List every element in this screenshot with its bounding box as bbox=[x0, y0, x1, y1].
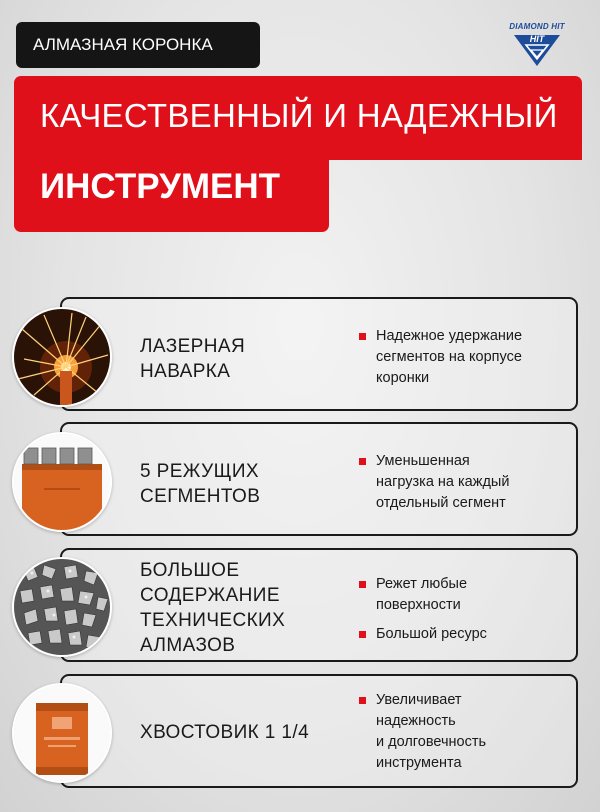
bullet-item: Увеличивает надежность и долговечность инструмента bbox=[357, 690, 557, 774]
feature-bullets bbox=[357, 574, 557, 653]
core-bit-segments-icon bbox=[12, 432, 112, 532]
bullet-item: Надежное удержание сегментов на корпусе коронки bbox=[357, 326, 557, 389]
bullet-item: Режет любые поверхности bbox=[357, 574, 557, 616]
diamond-grit-icon bbox=[12, 557, 112, 657]
feature-title: 5 РЕЖУЩИХ СЕГМЕНТОВ bbox=[140, 461, 261, 507]
brand-logo bbox=[500, 20, 574, 70]
feature-bullets bbox=[357, 690, 557, 782]
feature-title: БОЛЬШОЕ СОДЕРЖАНИЕ ТЕХНИЧЕСКИХ АЛМАЗОВ bbox=[140, 560, 286, 656]
feature-title: ХВОСТОВИК 1 1/4 bbox=[140, 722, 310, 743]
bullet-item: Большой ресурс bbox=[357, 624, 557, 645]
feature-bullets bbox=[357, 326, 557, 397]
headline-line-2: ИНСТРУМЕНТ bbox=[40, 167, 281, 206]
logo-sub-text: HIT bbox=[529, 34, 545, 44]
welding-sparks-icon bbox=[12, 307, 112, 407]
feature-title: ЛАЗЕРНАЯ НАВАРКА bbox=[140, 336, 246, 382]
headline-line-1: КАЧЕСТВЕННЫЙ И НАДЕЖНЫЙ bbox=[40, 97, 558, 134]
feature-bullets bbox=[357, 451, 557, 522]
bullet-item: Уменьшенная нагрузка на каждый отдельный сегмент bbox=[357, 451, 557, 514]
shank-adapter-icon bbox=[12, 683, 112, 783]
product-tag: АЛМАЗНАЯ КОРОНКА bbox=[16, 22, 260, 68]
logo-brand-text: DIAMOND HIT bbox=[509, 22, 565, 31]
